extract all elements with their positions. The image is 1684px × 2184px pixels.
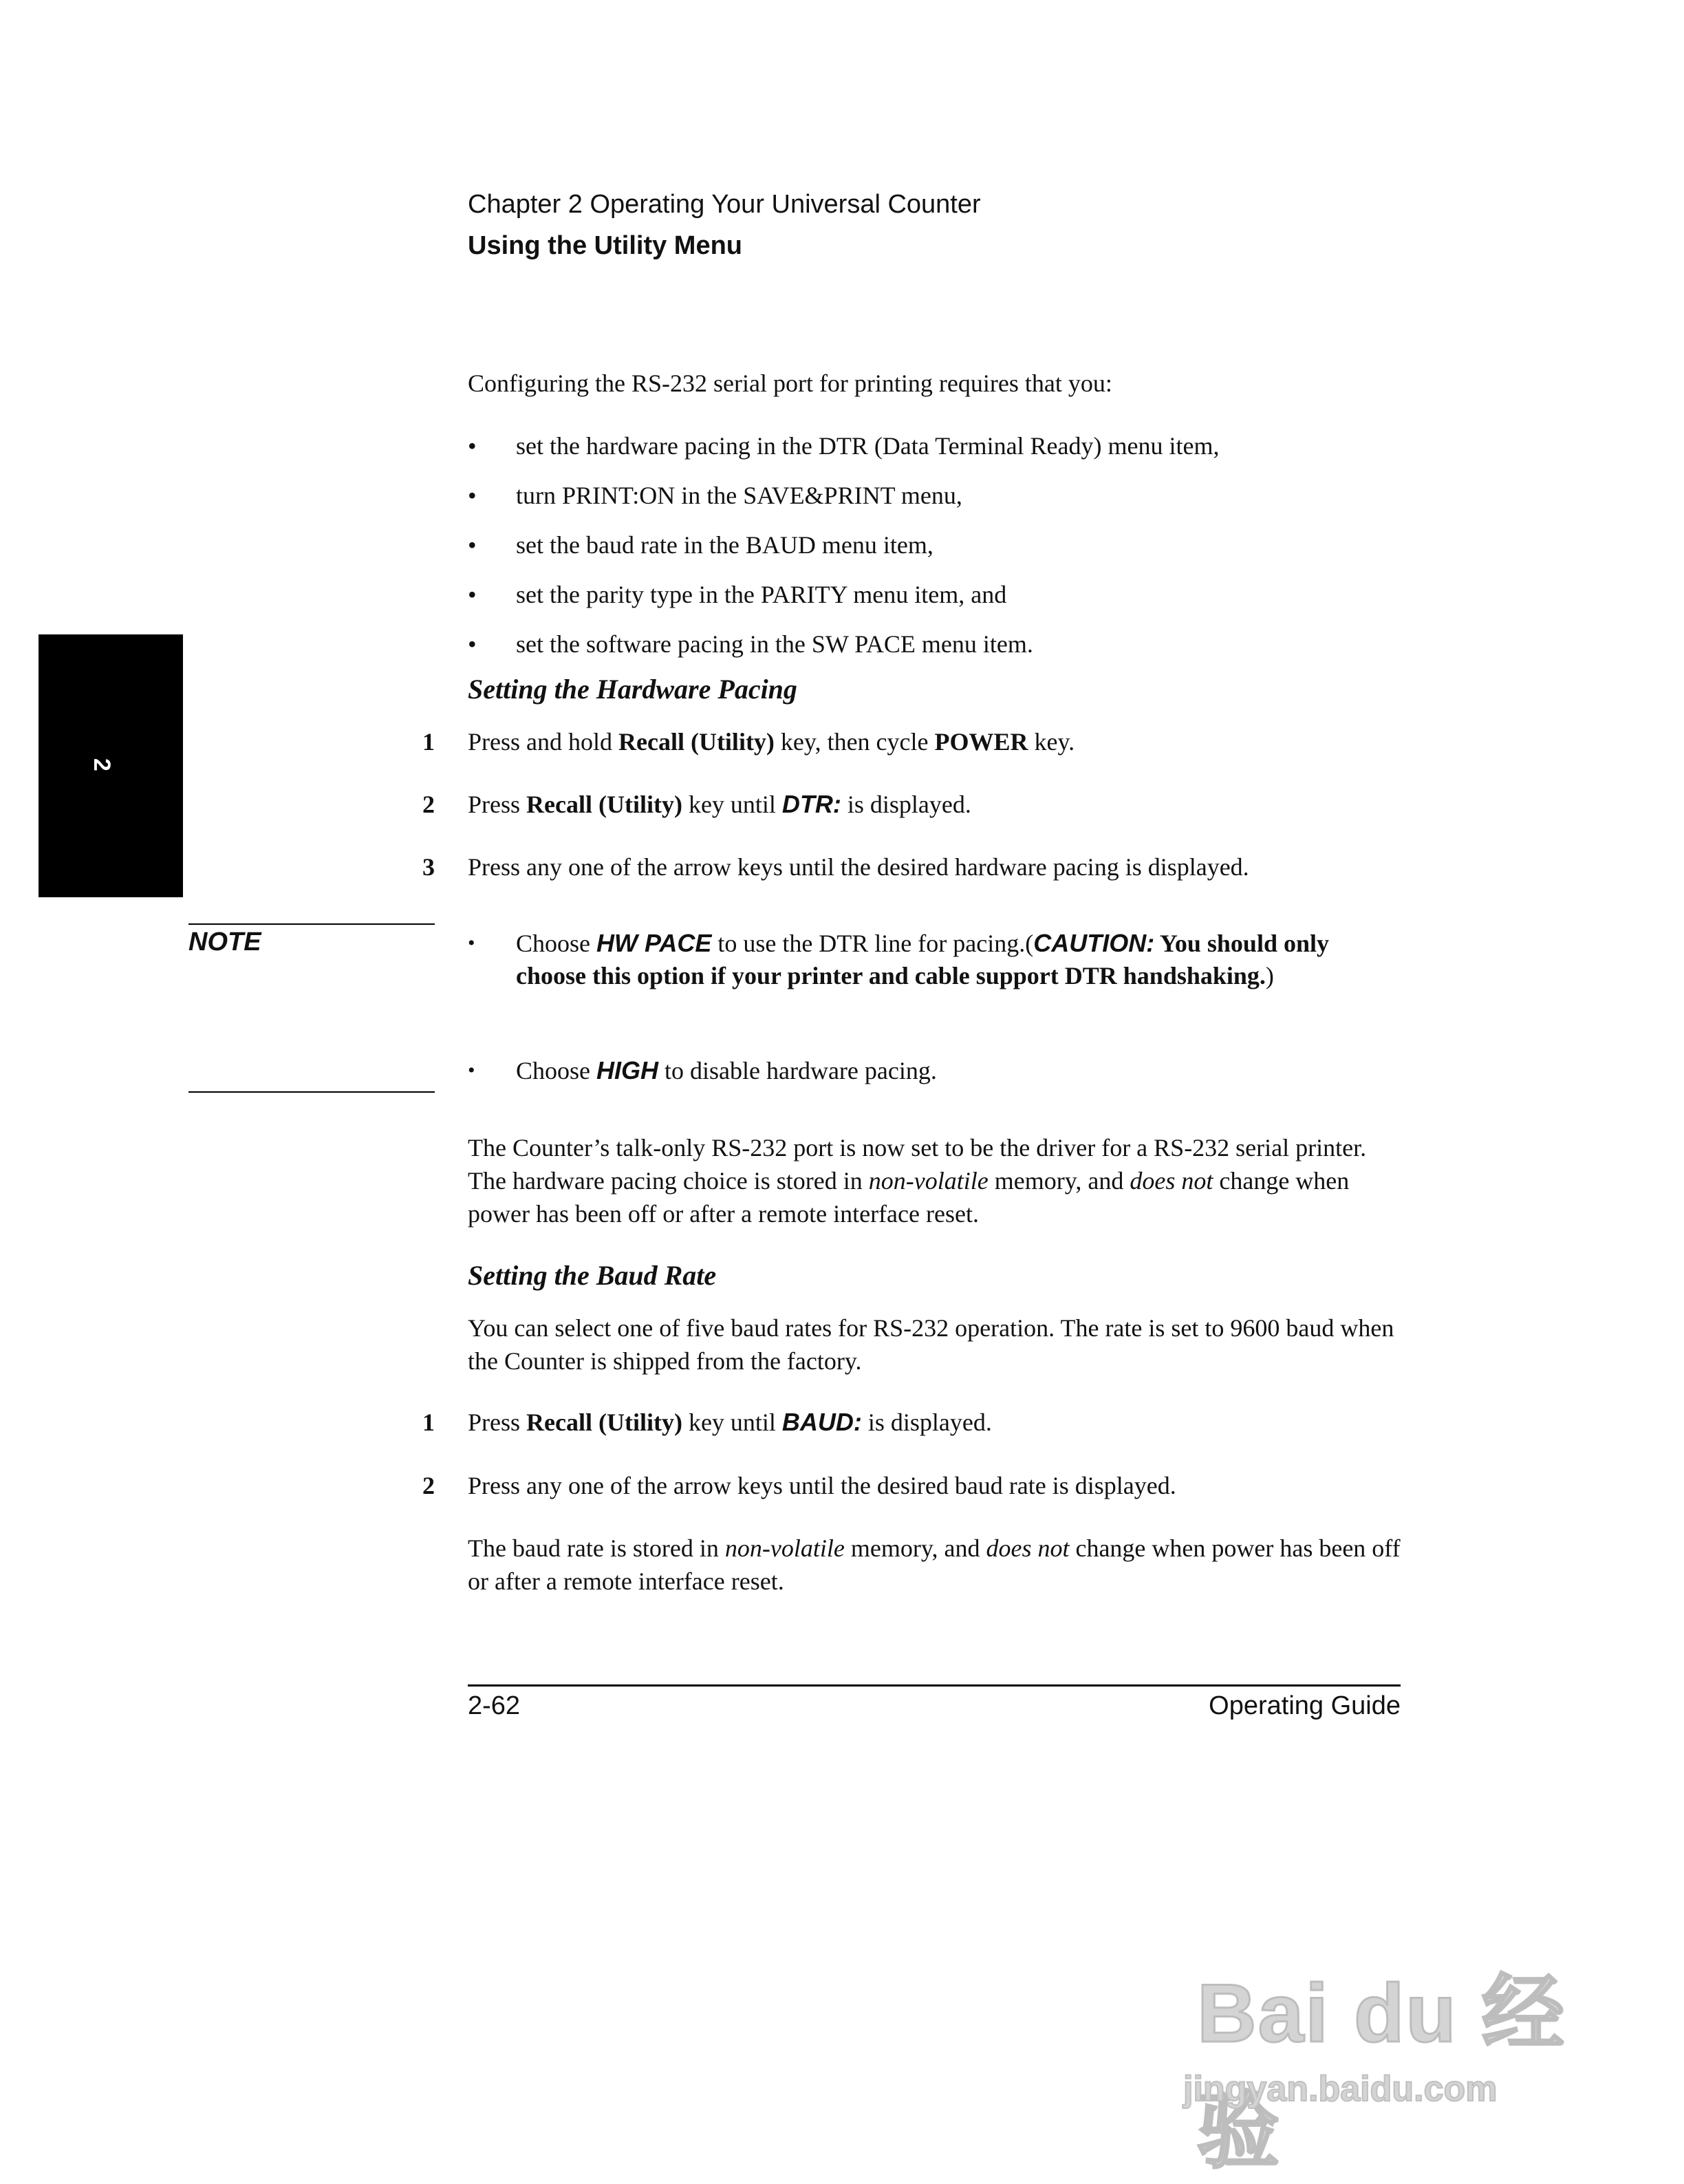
- note-top-rule: [188, 923, 435, 925]
- bullet-icon: •: [468, 581, 477, 608]
- note-item-hw-pace: • Choose HW PACE to use the DTR line for pacing.(CAUTION: You should only choose this option if your printer and cable support DTR handshaking.): [468, 927, 1403, 992]
- bullet-icon: •: [468, 1059, 475, 1082]
- baud-intro-paragraph: You can select one of five baud rates for RS-232 operation. The rate is set to 9600 baud when the Counter is shipped from the factory.: [468, 1314, 1394, 1375]
- list-item: • set the baud rate in the BAUD menu item,: [468, 528, 1403, 578]
- list-item: • set the software pacing in the SW PACE menu item.: [468, 628, 1403, 677]
- intro-text: Configuring the RS-232 serial port for printing requires that you:: [468, 370, 1112, 397]
- note-item-high: • Choose HIGH to disable hardware pacing.: [468, 1054, 1403, 1087]
- list-item: • turn PRINT:ON in the SAVE&PRINT menu,: [468, 479, 1403, 528]
- bullet-icon: •: [468, 482, 477, 509]
- note-label: NOTE: [188, 928, 261, 956]
- step-number: 2: [422, 791, 435, 818]
- note-bottom-rule: [188, 1091, 435, 1093]
- chapter-tab-number: 2: [88, 758, 115, 771]
- step-number: 1: [422, 1409, 435, 1436]
- chapter-title: Chapter 2 Operating Your Universal Counter: [468, 190, 981, 219]
- bullet-icon: •: [468, 630, 477, 658]
- list-item: • set the hardware pacing in the DTR (Data Terminal Ready) menu item,: [468, 429, 1403, 479]
- baidu-watermark: [1183, 1906, 1568, 2178]
- hardware-step-2: Press Recall (Utility) key until DTR: is displayed.: [468, 790, 971, 818]
- section-title: Using the Utility Menu: [468, 231, 742, 260]
- page-number: 2-62: [468, 1691, 521, 1720]
- watermark-logo: Bai du 经验: [1197, 1967, 1566, 2178]
- hardware-step-1: Press and hold Recall (Utility) key, then cycle POWER key.: [468, 728, 1075, 756]
- list-item: • set the parity type in the PARITY menu item, and: [468, 578, 1403, 628]
- baud-rate-heading: Setting the Baud Rate: [468, 1260, 717, 1291]
- bullet-icon: •: [468, 932, 475, 954]
- step-number: 1: [422, 728, 435, 756]
- baud-closing-paragraph: The baud rate is stored in non-volatile memory, and does not change when power has been off or after a remote interface reset.: [468, 1534, 1401, 1595]
- hardware-summary-paragraph: The Counter’s talk-only RS-232 port is now set to be the driver for a RS-232 serial printer. The hardware pacing choice is stored in non-volatile memory, and does not change when power has been off or after a remote interface reset.: [468, 1134, 1367, 1228]
- requirements-list: [468, 429, 1403, 677]
- step-number: 2: [422, 1472, 435, 1499]
- baud-step-2: Press any one of the arrow keys until the desired baud rate is displayed.: [468, 1472, 1176, 1499]
- watermark-url: jingyan.baidu.com: [1183, 2069, 1498, 2109]
- hardware-step-3: Press any one of the arrow keys until the desired hardware pacing is displayed.: [468, 853, 1249, 881]
- footer-title: Operating Guide: [1209, 1691, 1401, 1720]
- baud-step-1: Press Recall (Utility) key until BAUD: is displayed.: [468, 1408, 992, 1436]
- footer-rule: [468, 1684, 1401, 1687]
- step-number: 3: [422, 853, 435, 881]
- bullet-icon: •: [468, 432, 477, 460]
- hardware-pacing-heading: Setting the Hardware Pacing: [468, 674, 797, 705]
- bullet-icon: •: [468, 531, 477, 559]
